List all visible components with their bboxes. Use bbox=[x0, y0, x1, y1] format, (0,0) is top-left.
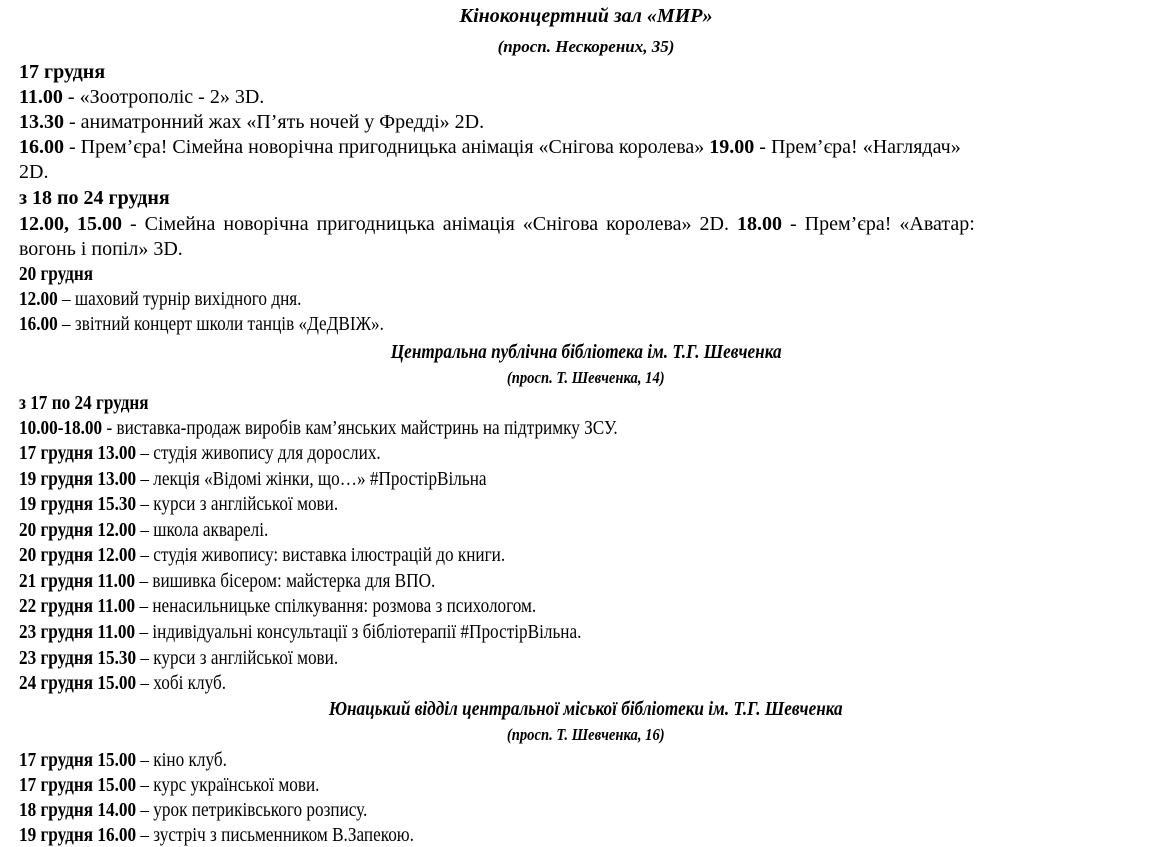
event-line bbox=[19, 569, 503, 593]
event-line bbox=[19, 543, 584, 567]
event-time: 17 грудня 15.00 bbox=[19, 749, 137, 771]
event-line bbox=[19, 492, 390, 516]
event-line bbox=[19, 212, 975, 236]
event-line bbox=[19, 518, 309, 542]
event-time: 18 грудня 14.00 bbox=[19, 799, 137, 821]
section-address: (просп. Т. Шевченка, 16) bbox=[507, 725, 665, 744]
event-text: – індивідуальні консультації з бібліотерапії #ПростірВільна. bbox=[135, 621, 582, 643]
event-time: 24 грудня 15.00 bbox=[19, 672, 137, 694]
event-time: 22 грудня 11.00 bbox=[19, 595, 136, 617]
date-label: з 18 по 24 грудня bbox=[19, 187, 170, 209]
event-time: 12.00, 15.00 bbox=[19, 213, 122, 235]
event-text: – вишивка бісером: майстерка для ВПО. bbox=[135, 570, 436, 592]
event-time: 10.00-18.00 bbox=[19, 417, 103, 439]
date-heading bbox=[19, 391, 170, 415]
date-label: 17 грудня bbox=[19, 61, 106, 83]
date-label: 20 грудня bbox=[19, 263, 94, 285]
event-line bbox=[19, 620, 673, 644]
section-address: (просп. Т. Шевченка, 14) bbox=[507, 368, 665, 387]
event-time: 19 грудня 16.00 bbox=[19, 824, 137, 846]
event-time: 11.00 bbox=[19, 86, 63, 108]
date-heading bbox=[19, 60, 105, 84]
event-text: – курси з англійської мови. bbox=[136, 493, 339, 515]
event-time: 19.00 bbox=[709, 136, 755, 158]
event-text: - Прем’єра! «Наглядач» bbox=[754, 136, 961, 158]
event-line bbox=[19, 312, 443, 336]
event-line bbox=[19, 135, 961, 159]
event-time: 16.00 bbox=[19, 136, 64, 158]
event-line bbox=[19, 237, 183, 261]
event-time: 23 грудня 11.00 bbox=[19, 621, 136, 643]
event-text: – лекція «Відомі жінки, що…» #ПростірВільна bbox=[136, 468, 487, 490]
event-line bbox=[19, 85, 264, 109]
event-time: 17 грудня 13.00 bbox=[19, 442, 137, 464]
date-heading bbox=[19, 186, 170, 210]
event-text: – урок петриківського розпису. bbox=[136, 799, 368, 821]
event-time: 16.00 bbox=[19, 313, 58, 335]
event-line bbox=[19, 467, 563, 491]
event-text: - аниматронний жах «П’ять ночей у Фредді» 2D. bbox=[64, 111, 485, 133]
event-time: 18.00 bbox=[736, 213, 782, 235]
event-time: 21 грудня 11.00 bbox=[19, 570, 136, 592]
event-text: - виставка-продаж виробів кам’янських майстринь на підтримку ЗСУ. bbox=[102, 417, 618, 439]
event-time: 20 грудня 12.00 bbox=[19, 544, 137, 566]
event-line bbox=[19, 748, 261, 772]
event-text: - Сімейна новорічна пригодницька анімація «Снігова королева» 2D. bbox=[122, 213, 737, 235]
section-title: Центральна публічна бібліотека ім. Т.Г. Шевченка bbox=[390, 341, 782, 363]
event-time: 20 грудня 12.00 bbox=[19, 519, 137, 541]
event-line bbox=[19, 671, 260, 695]
event-text: вогонь і попіл» 3D. bbox=[19, 238, 183, 260]
event-line bbox=[19, 798, 424, 822]
event-line bbox=[19, 287, 347, 311]
event-time: 12.00 bbox=[19, 288, 58, 310]
event-text: – ненасильницьке спілкування: розмова з психологом. bbox=[135, 595, 537, 617]
event-time: 17 грудня 15.00 bbox=[19, 774, 137, 796]
event-text: - Прем’єра! «Аватар: bbox=[781, 213, 975, 235]
event-time: 19 грудня 15.30 bbox=[19, 493, 137, 515]
event-text: – звітний концерт школи танців «ДеДВІЖ». bbox=[57, 313, 384, 335]
section-title: Кіноконцертний зал «МИР» bbox=[459, 5, 713, 27]
event-text: – хобі клуб. bbox=[136, 672, 227, 694]
event-line bbox=[19, 160, 48, 184]
event-time: 23 грудня 15.30 bbox=[19, 647, 137, 669]
section-title: Юнацький відділ центральної міської бібліотеки ім. Т.Г. Шевченка bbox=[329, 698, 843, 720]
event-line bbox=[19, 646, 390, 670]
event-text: – курс української мови. bbox=[136, 774, 320, 796]
event-line bbox=[19, 110, 484, 134]
event-text: – кіно клуб. bbox=[136, 749, 227, 771]
event-time: 19 грудня 13.00 bbox=[19, 468, 137, 490]
date-label: з 17 по 24 грудня bbox=[19, 392, 149, 414]
event-text: – зустріч з письменником В.Запекою. bbox=[136, 824, 414, 846]
event-line bbox=[19, 441, 440, 465]
date-heading bbox=[19, 262, 105, 286]
event-text: – студія живопису для дорослих. bbox=[136, 442, 381, 464]
event-line bbox=[19, 416, 715, 440]
event-text: - Прем’єра! Сімейна новорічна пригодницька анімація «Снігова королева» bbox=[64, 136, 710, 158]
event-line bbox=[19, 823, 478, 847]
section-address: (просп. Нескорених, 35) bbox=[497, 37, 675, 56]
event-line bbox=[19, 594, 620, 618]
event-text: – школа акварелі. bbox=[136, 519, 269, 541]
event-text: 2D. bbox=[19, 161, 49, 183]
event-text: – студія живопису: виставка ілюстрацій до книги. bbox=[136, 544, 506, 566]
event-text: - «Зоотрополіс - 2» 3D. bbox=[62, 86, 265, 108]
event-text: – курси з англійської мови. bbox=[136, 647, 339, 669]
event-text: – шаховий турнір вихідного дня. bbox=[57, 288, 302, 310]
event-time: 13.30 bbox=[19, 111, 64, 133]
event-line bbox=[19, 773, 368, 797]
